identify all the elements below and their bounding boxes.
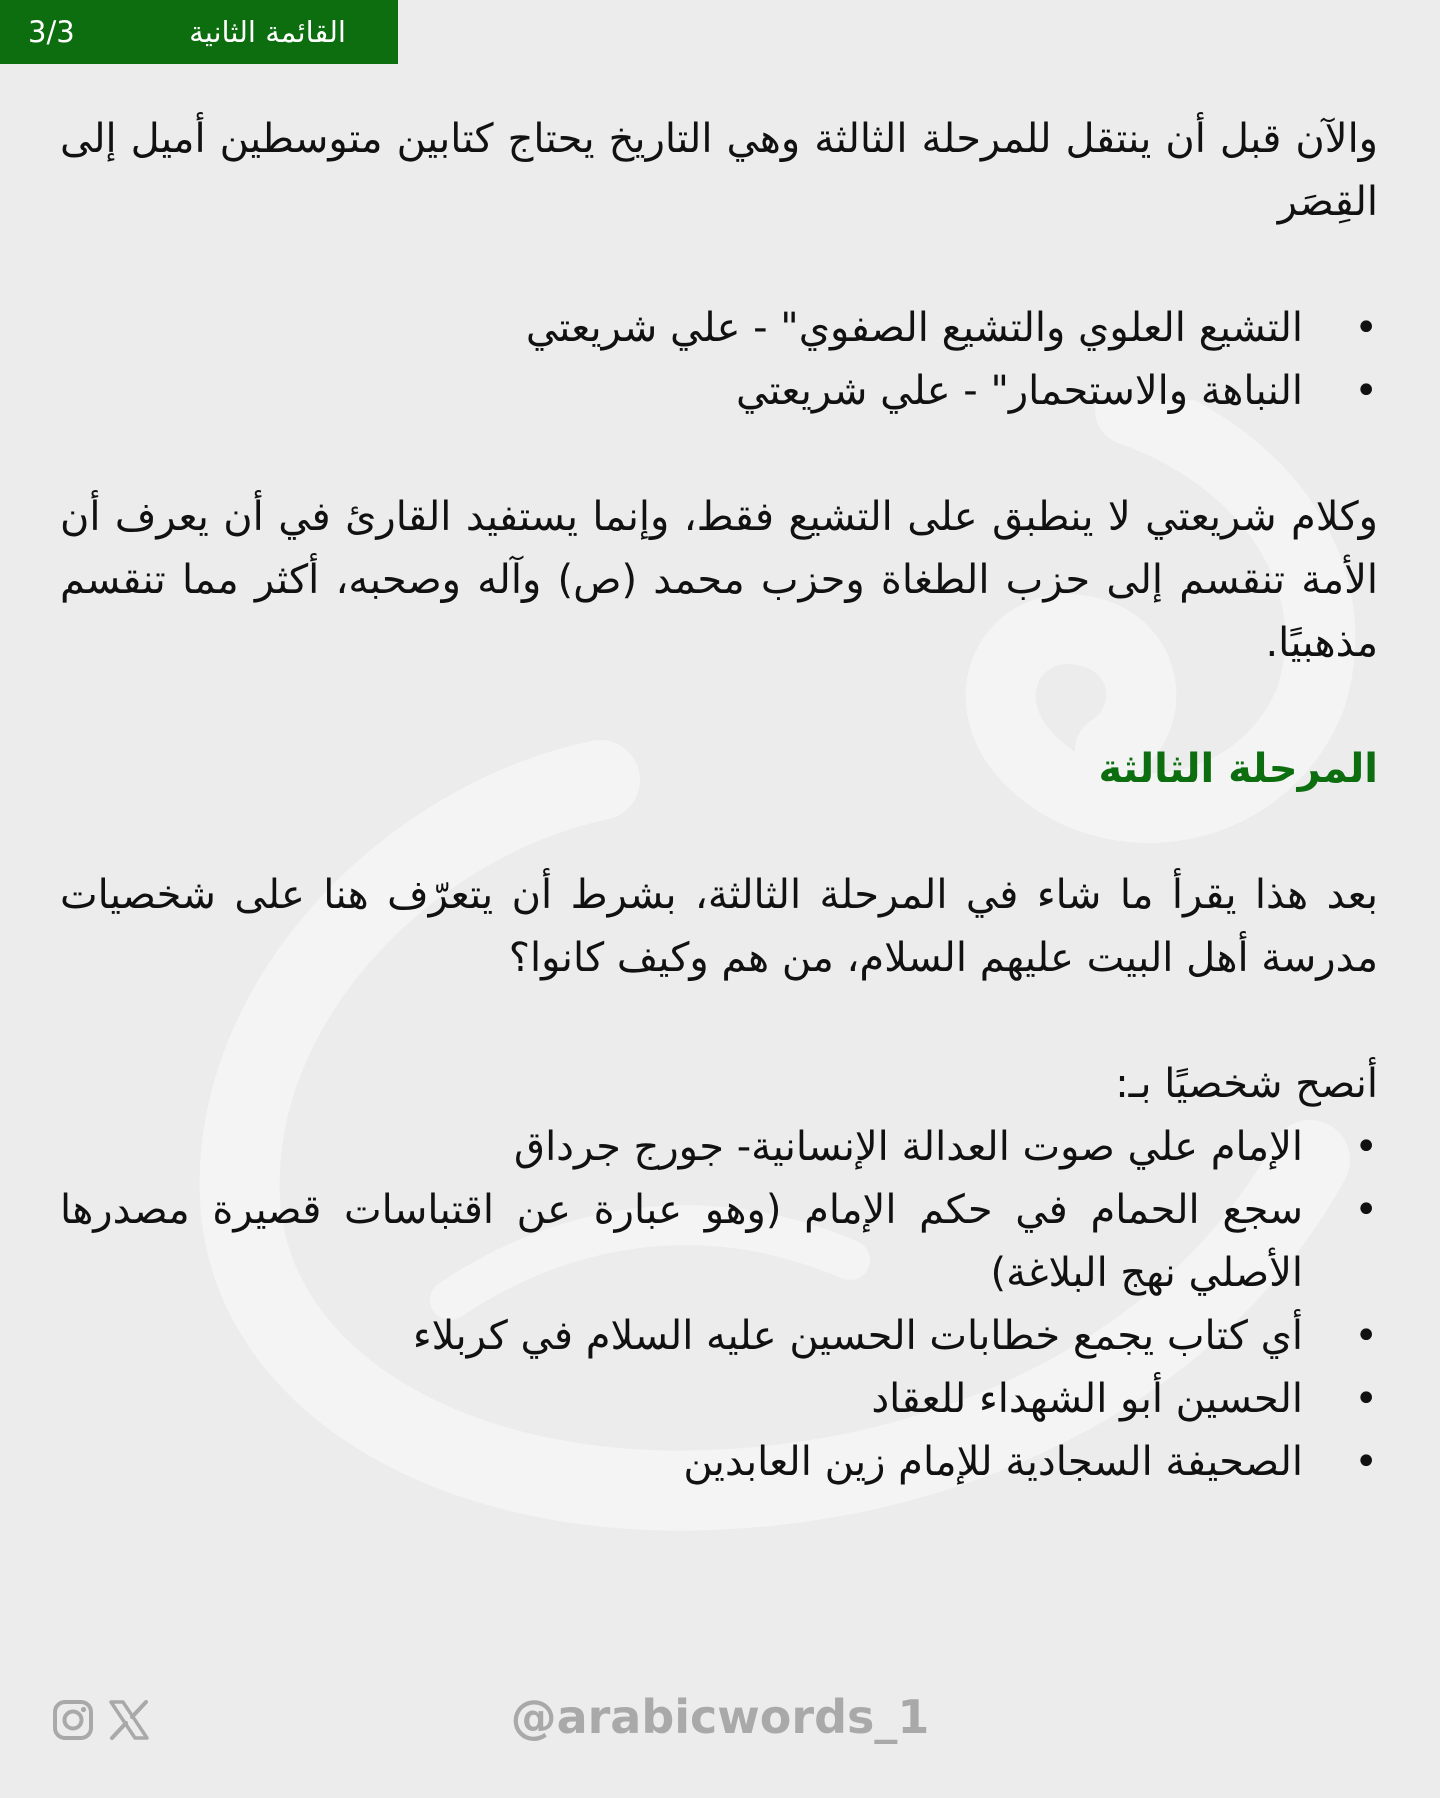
note-paragraph: وكلام شريعتي لا ينطبق على التشيع فقط، وإنما يستفيد القارئ في أن يعرف أن الأمة تنقسم إلى حزب الطغاة وحزب محمد (ص) وآله وصحبه، أكثر مما تنقسم مذهبيًا. <box>60 494 1378 666</box>
bullet-icon: • <box>1354 1439 1378 1485</box>
list-title: القائمة الثانية <box>189 15 346 49</box>
list-item <box>60 297 1378 360</box>
list-item-text: سجع الحمام في حكم الإمام (وهو عبارة عن اقتباسات قصيرة مصدرها الأصلي نهج البلاغة) <box>60 1187 1303 1296</box>
account-handle: @arabicwords_1 <box>510 1690 930 1744</box>
books-list-1 <box>60 297 1378 423</box>
list-item <box>60 1179 1378 1305</box>
recommend-list <box>60 1116 1378 1494</box>
bullet-icon: • <box>1354 1187 1378 1233</box>
bullet-icon: • <box>1354 368 1378 414</box>
list-item <box>60 1305 1378 1368</box>
bullet-icon: • <box>1354 305 1378 351</box>
list-item <box>60 1431 1378 1494</box>
stage3-paragraph: بعد هذا يقرأ ما شاء في المرحلة الثالثة، بشرط أن يتعرّف هنا على شخصيات مدرسة أهل البيت عليهم السلام، من هم وكيف كانوا؟ <box>60 872 1378 981</box>
bullet-icon: • <box>1354 1313 1378 1359</box>
list-item-text: أي كتاب يجمع خطابات الحسين عليه السلام في كربلاء <box>412 1313 1303 1359</box>
intro-paragraph: والآن قبل أن ينتقل للمرحلة الثالثة وهي التاريخ يحتاج كتابين متوسطين أميل إلى القِصَر <box>60 116 1378 225</box>
list-item-text: التشيع العلوي والتشيع الصفوي" - علي شريعتي <box>525 305 1303 351</box>
list-item <box>60 1116 1378 1179</box>
list-item-text: الصحيفة السجادية للإمام زين العابدين <box>683 1439 1303 1485</box>
list-item-text: الإمام علي صوت العدالة الإنسانية- جورج جرداق <box>514 1124 1303 1170</box>
recommend-intro: أنصح شخصيًا بـ: <box>1115 1061 1378 1107</box>
list-item-text: النباهة والاستحمار" - علي شريعتي <box>735 368 1303 414</box>
page-indicator: 3/3 <box>28 15 75 49</box>
list-item <box>60 1368 1378 1431</box>
section-heading-stage3: المرحلة الثالثة <box>1098 746 1378 792</box>
bullet-icon: • <box>1354 1124 1378 1170</box>
main-content <box>60 108 1378 1494</box>
bullet-icon: • <box>1354 1376 1378 1422</box>
header-tab <box>0 0 398 64</box>
list-item-text: الحسين أبو الشهداء للعقاد <box>871 1376 1303 1422</box>
list-item <box>60 360 1378 423</box>
